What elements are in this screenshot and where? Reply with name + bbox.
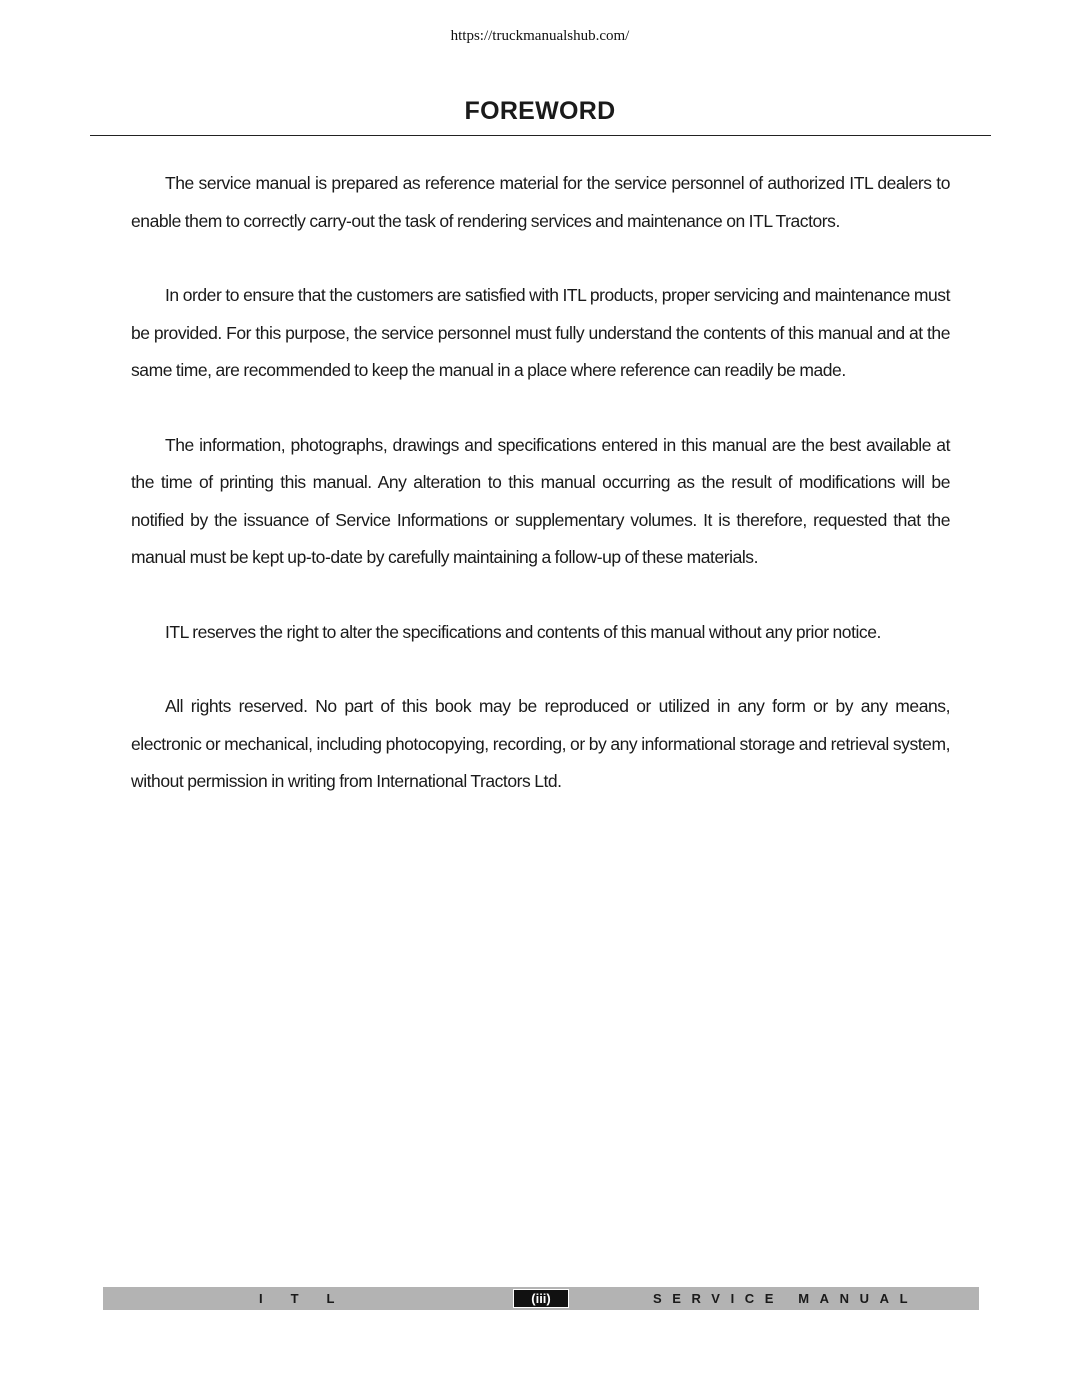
footer-brand-label: ITL [259, 1291, 363, 1306]
source-url: https://truckmanualshub.com/ [450, 28, 630, 44]
paragraph-purpose: The service manual is prepared as reference material for the service personnel of authorized ITL dealers to enable them to correctly carry-out the task of rendering services and maintenance on ITL Tractors. [131, 173, 950, 231]
paragraph-reserves-right: ITL reserves the right to alter the specifications and contents of this manual without any prior notice. [165, 621, 881, 642]
page-number: (iii) [513, 1289, 569, 1308]
page-title: FOREWORD [464, 97, 616, 125]
title-divider [90, 135, 991, 136]
paragraph-copyright: All rights reserved. No part of this book may be reproduced or utilized in any form or by any means, electronic or mechanical, including photocopying, recording, or by any informational storage and retrieval system, without permission in writing from International Tractors Ltd. [131, 696, 950, 791]
paragraph-servicing: In order to ensure that the customers are satisfied with ITL products, proper servicing and maintenance must be provided. For this purpose, the service personnel must fully understand the contents of this manual and at the same time, are recommended to keep the manual in a place where reference can readily be made. [131, 285, 950, 380]
paragraph-information: The information, photographs, drawings and specifications entered in this manual are the best available at the time of printing this manual. Any alteration to this manual occurring as the result of modifications will be notified by the issuance of Service Informations or supplementary volumes. It is therefore, requested that the manual must be kept up-to-date by carefully maintaining a follow-up of these materials. [131, 434, 950, 567]
footer-manual-label: SERVICE MANUAL [653, 1291, 919, 1306]
foreword-body [131, 165, 950, 838]
footer-bar [103, 1287, 979, 1310]
